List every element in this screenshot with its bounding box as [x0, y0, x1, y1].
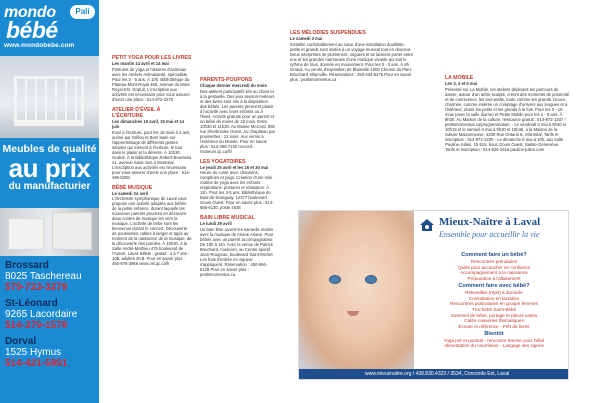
article-title: BAIN LIBRE MUSICAL	[200, 215, 255, 221]
mn-section-heading: Bientôt	[484, 330, 504, 337]
article-title: PETIT YOGA POUR LES LIVRES	[112, 55, 192, 61]
mn-service-item: Yoga pré et postnal - rencontre femme avec bébé	[443, 337, 545, 343]
mn-service-item: Écoute et référence - Prêt de livres	[458, 324, 530, 330]
article-body: Éveil à l'écriture, pour les 18 mois à 4 ans, animé par Grillou et Bon! basé sur l'apprentissage de différents gestes simples qui mènent à l'écriture, le tout dans le plaisir et la détente. À 10h30. Gratuit. À la Bibliothèque Robert-Bourassa 41, avenue Saint-Just à Montréal. L'inscription aux activités est nécessaire pour vous assurer d'avoir une place : 514-495-6208	[112, 129, 192, 180]
article-column-3	[290, 30, 415, 87]
article-body: Heure du conte avec chansons, comptines et yoga. Création d'une mini routine de yoga avec les enfants : respirations, postures et relaxation. À 11h. Pour les 3-5 ans. Bibliothèque du Bois-de-Saraguay, 12277 boulevard Gouin Ouest. Pour en savoir plus : 514-855-6130, poste 4636	[200, 170, 274, 210]
mn-tagline: Ensemble pour accueillir la vie	[439, 230, 540, 239]
mieux-naitre-ad[interactable]	[298, 210, 569, 380]
article-bain-libre	[200, 215, 275, 277]
baby-mouth-icon	[347, 311, 359, 316]
baby-photo	[299, 211, 414, 371]
mn-service-item: Préparation à l'allaitement	[467, 276, 521, 282]
article-column-4	[445, 75, 570, 157]
article-date: Chaque dernier mercredi du mois	[200, 83, 267, 88]
article-title: BÉBÉ MUSIQUE	[112, 184, 153, 191]
article-eveil-ecriture	[112, 107, 192, 180]
store-city: St-Léonard	[5, 298, 58, 309]
store-phone: 514-379-1579	[5, 320, 68, 331]
store-city: Brossard	[5, 260, 49, 271]
mn-title: Mieux-Naître à Laval	[439, 216, 541, 228]
mn-service-item: Troc'bébé Saint-Bébé	[471, 306, 517, 312]
crib-photo	[0, 56, 99, 138]
furniture-photo	[0, 208, 99, 256]
article-parents-poupons	[200, 77, 275, 154]
article-title: LES MÉLODIES SUSPENDUES	[290, 30, 366, 36]
mn-section-heading: Comment faire un bébé?	[461, 252, 527, 258]
crib-illustration	[14, 76, 84, 126]
headline-tail: du manufacturier	[8, 181, 91, 192]
baby-eye-icon	[329, 275, 341, 284]
mn-service-item: Consultation en lactation	[468, 295, 520, 301]
store-dorval	[5, 336, 97, 369]
mn-service-item: Relevailles (répit) à domicile	[465, 289, 523, 295]
house-icon	[419, 217, 435, 233]
store-phone: 579-723-3279	[5, 282, 68, 293]
article-date: Le lundi 29 avril	[200, 221, 232, 226]
mn-service-item: Quilts pour accoucher en confiance	[457, 264, 530, 270]
article-date: Les dimanches 10 avril, 10 mai et 14 juin	[112, 118, 184, 129]
article-date: Le samedi 3 mai	[290, 36, 323, 41]
article-body: Postures de yoga et histoires d'animaux avec les Ateliers Animasanté, spécialiste. Pour les 3 - 5 ans. À 10h. Bibliothèque du Plateau-Mont-Royal 465, avenue du Mont-Royal Est. Gratuit. L'inscription aux activités est nécessaire pour vous assurer d'avoir une place : 514-872-2270	[112, 66, 191, 102]
article-body: Installée confortablement au cœur d'une installation douillette, petits et grands sont invités à un voyage musical tout en douceur. Deux interprètes se promènent, voguent et se laissent porter entre eux et les grandes harmonies d'une musique vivante qui suit le rythme de tous, donnée en mouvement. Pour les 0 - 3 ans. À 9h. Gratuit. Au centre d'exposition de Blainville 1000 Chemin du Plan-Bouchard, Blainville. Réservations : 450-434-5275 Pour en savoir plus : petitsmomentus.ca	[290, 41, 414, 82]
article-title: PARENTS-POUPONS	[200, 77, 253, 83]
ad-url[interactable]: www.mondobebe.com	[4, 42, 75, 49]
mn-service-item: Alimentation du nourrisson - Langage des signes	[444, 343, 544, 349]
headline-big: au prix	[8, 153, 91, 183]
mn-service-item: Accompagnement à la naissance	[460, 270, 528, 276]
mn-section-heading: Comment faire avec bébé?	[458, 282, 530, 289]
article-body: Des ateliers participatifs liés au chant et à la gestuelle. Des jeux sensori-moteurs et des livres sont mis à la disposition des bébés. Les parents prennent plaisir à l'activité avec leurs enfants ou à l'éveil. Activité gratuite pour un parent et un bébé de moins de 18 mois. Entre 10h30 et 11h30. Au Musée McCord, 690 rue Sherbrooke Ouest. Au chapiteau par poussettes : 12 mois. Aux vernis à l'extérieur du Musée. Pour en savoir plus : 514-398-7100 mccord-museum.qc.ca/fr/	[200, 88, 275, 154]
article-date: Les mardis 14 avril et 14 mai	[112, 61, 169, 66]
article-body: Présenté sur La Mobile, les ateliers déploient les parcours de danse, autour d'un arbre sculpté, créent des moments de proximité et de connivence, les tout-petits, toute comme les grands. Douce, charmée, comme insérée un comptage d'univers aux langues et à l'intérieur, réunit les petits et les grands à la fois. Pour les 0 - 15 mois (avec la salle diurne) et Petite Mobile pour les 2 - 5 ans. À 9h30. Au Maison de la culture, ressource gratuit : 514-872-1207 / petitsmomentus.ca/programmation. - Le vendredi 3 mai à 9h30 et 10h15 et le samedi 4 mai à 9h30 et 10h45, à la Maison de la culture Maisonneuve, 4200 Rue Ontario E, Montréal. Tarifs et inscription : 514-872-2200 - Le dimanche 5 mai à 10h, aux salle Pauline-Julien, 15 615, boul. Gouin Ouest, Sainte-Geneviève. Tarifs et inscription : 514-626-1616 pauline-julien.com	[445, 86, 570, 152]
article-la-mobile	[445, 75, 570, 152]
article-petit-yoga	[112, 55, 192, 102]
article-bebe-musique	[112, 185, 192, 267]
article-date: Le jeudi 25 avril et les 16 et 30 mai	[200, 164, 269, 170]
article-column-1	[112, 55, 192, 271]
store-phone: 514-421-5891	[5, 358, 68, 369]
article-column-2	[200, 77, 275, 282]
dresser-illustration	[8, 218, 44, 250]
article-melodies-suspendues	[290, 30, 415, 82]
mn-service-item: Cafés-causeries thématiques	[464, 318, 524, 324]
store-address: 1525 Hymus	[5, 347, 62, 358]
article-title: LA MOBILE	[445, 75, 474, 81]
mn-service-item: Rencontres postnatales en groupe femmes	[450, 301, 538, 307]
headline-small: Meubles de qualité	[2, 143, 97, 155]
mondo-bebe-ad[interactable]	[0, 0, 99, 403]
mn-footer[interactable]: www.mieuxnaitre.org / 438.830.4323 / 3534, Concorde Est, Laval	[299, 369, 569, 379]
mondo-bebe-logo	[0, 0, 99, 52]
article-date: Le samedi 24 avril	[112, 190, 149, 196]
article-date: Les 3, 4 et 5 mai	[445, 81, 478, 86]
article-title: ATELIER D'ÉVEIL À L'ÉCRITURE	[112, 106, 161, 119]
armoire-illustration	[52, 212, 92, 250]
mieux-naitre-logo	[419, 215, 567, 245]
store-address: 9265 Lacordaire	[5, 309, 78, 320]
article-body: Un bain libre ouvert les samedis matins avec la musique de Ariane Ariane. Pour bébés avec un parent accompagnateur. De 10h à 11h. Avec la venue de Patrick Bouchard, musicien, au Centre sportif Jean-Rougeau, boulevard Saint-Michel. Les frais d'entrée en vigueur s'appliquent. Réservation : 450-694-8125 Pour en savoir plus : petitsmomentus.ca	[200, 226, 274, 277]
pali-badge: Pali	[70, 5, 95, 19]
store-brossard	[5, 260, 97, 293]
logo-word-mondo: mondo	[4, 4, 56, 21]
store-list	[5, 260, 97, 374]
mn-service-item: Sommeil de bébé, portage et pleurs variés	[450, 312, 538, 318]
article-body: L'Orchestre symphonique de Laval vous propose une activité adaptée aux bébés de la petite enfance, durant laquelle les nouveaux parents pourront en découvrir deux contes de musique les vers la musique. L'activité de bébé sont les bienvenus durant le concert. Découverte de poussettes, tables à langer et tapis au moment de la naissance de la musique, de la découverte des paroles. À 10h30, à la Salle André-Mathieu 475 boulevard de l'Avenir, Laval. Billets : gratuit : 4 à 7 ans : 10$, adultes 20 $. Pour en savoir plus : 450-978-3666 www.osl.qc.ca/fr	[112, 196, 192, 266]
ad-headline	[0, 139, 99, 193]
baby-eye-icon	[365, 275, 377, 284]
article-title: LES YOGATOIRES	[200, 158, 246, 165]
store-st-leonard	[5, 298, 97, 331]
store-address: 8025 Taschereau	[5, 271, 82, 282]
logo-word-bebe: bébé	[6, 17, 58, 43]
store-city: Dorval	[5, 336, 37, 347]
mn-service-item: Rencontres prénatales	[470, 259, 518, 264]
article-yogatoires	[200, 159, 275, 211]
mn-services	[423, 251, 565, 349]
